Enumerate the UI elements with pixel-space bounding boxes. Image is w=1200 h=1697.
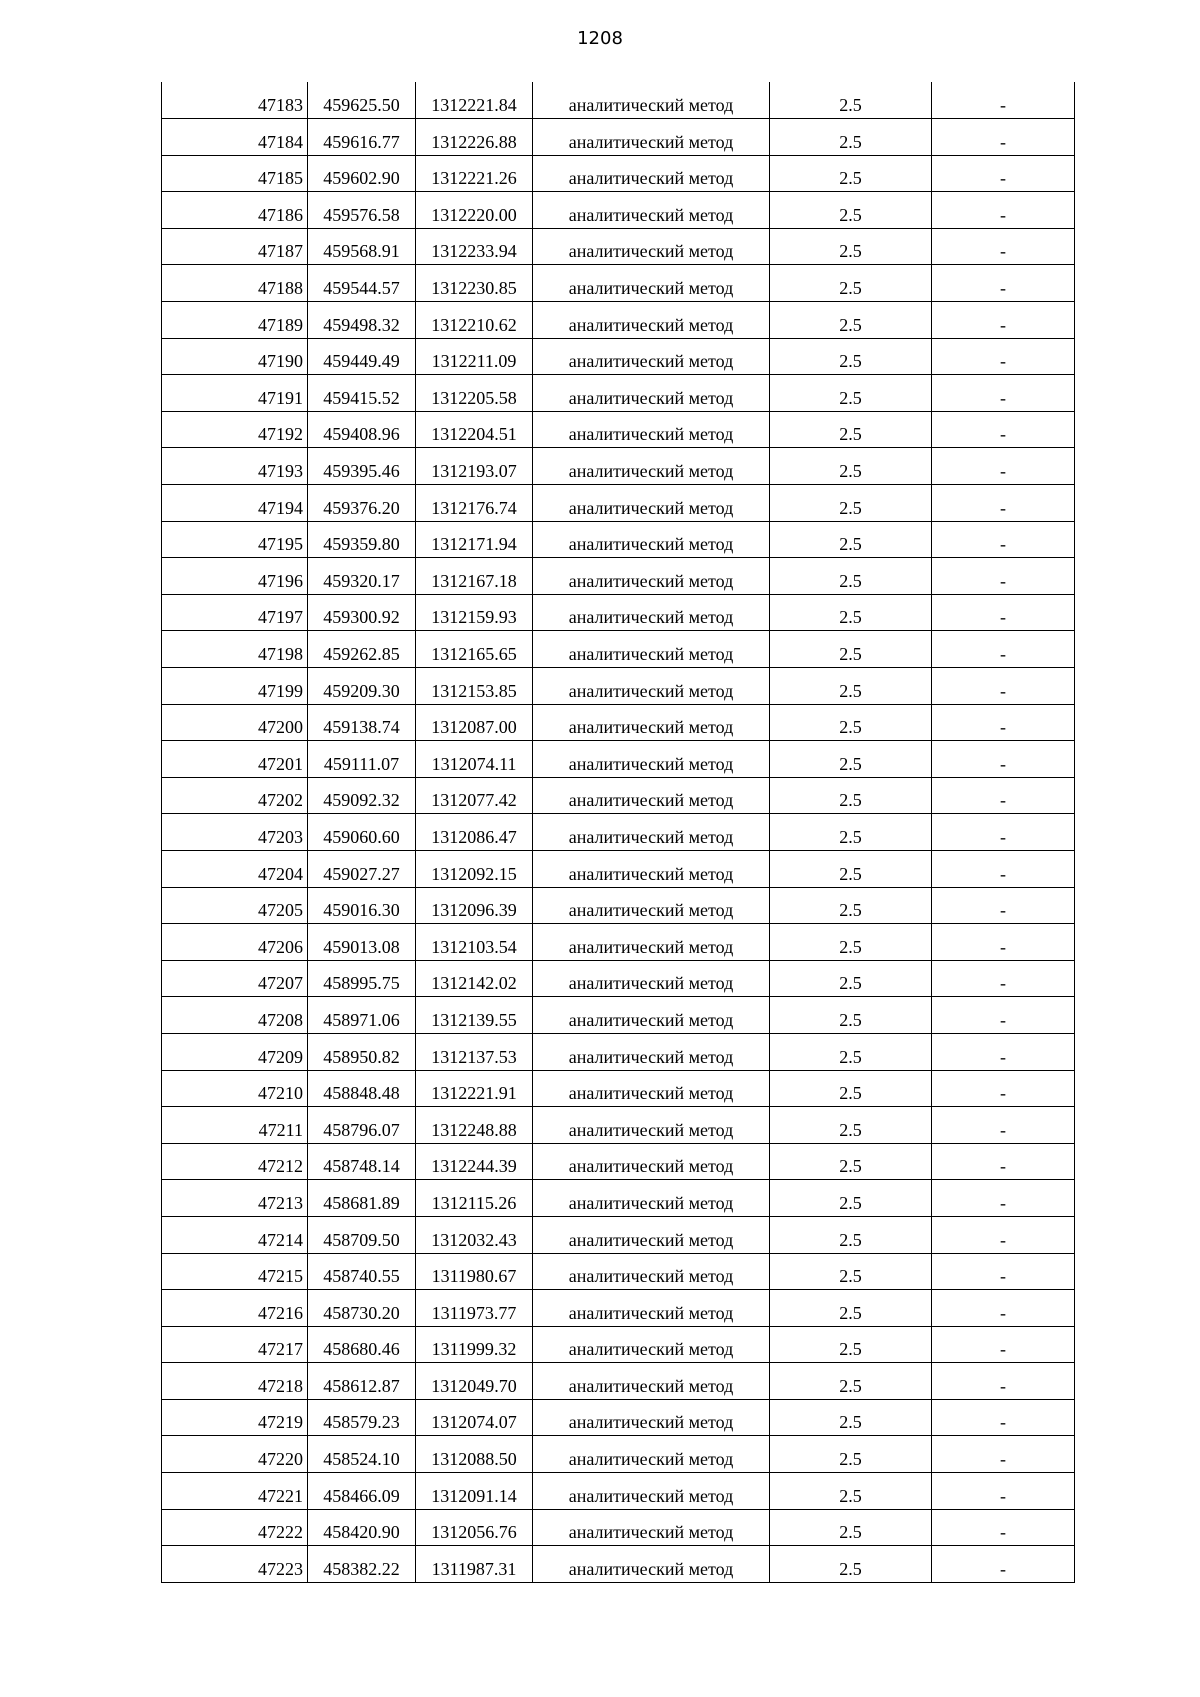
y-coordinate-cell: 1312115.26 bbox=[416, 1180, 533, 1217]
table-row bbox=[162, 1326, 1075, 1363]
point-number-cell: 47201 bbox=[162, 741, 308, 778]
table-row bbox=[162, 594, 1075, 631]
note-cell: - bbox=[932, 741, 1075, 778]
note-cell: - bbox=[932, 1180, 1075, 1217]
table-row bbox=[162, 814, 1075, 851]
x-coordinate-cell: 458950.82 bbox=[308, 1033, 416, 1070]
note-cell: - bbox=[932, 1216, 1075, 1253]
table-row bbox=[162, 1143, 1075, 1180]
table-row bbox=[162, 668, 1075, 705]
accuracy-cell: 2.5 bbox=[770, 924, 932, 961]
y-coordinate-cell: 1312221.91 bbox=[416, 1070, 533, 1107]
x-coordinate-cell: 459616.77 bbox=[308, 119, 416, 156]
note-cell: - bbox=[932, 1033, 1075, 1070]
method-cell: аналитический метод bbox=[533, 302, 770, 339]
point-number-cell: 47186 bbox=[162, 192, 308, 229]
note-cell: - bbox=[932, 448, 1075, 485]
note-cell: - bbox=[932, 594, 1075, 631]
y-coordinate-cell: 1312233.94 bbox=[416, 228, 533, 265]
table-row bbox=[162, 155, 1075, 192]
note-cell: - bbox=[932, 1473, 1075, 1510]
accuracy-cell: 2.5 bbox=[770, 411, 932, 448]
method-cell: аналитический метод bbox=[533, 1033, 770, 1070]
method-cell: аналитический метод bbox=[533, 594, 770, 631]
point-number-cell: 47193 bbox=[162, 448, 308, 485]
method-cell: аналитический метод bbox=[533, 997, 770, 1034]
x-coordinate-cell: 458420.90 bbox=[308, 1509, 416, 1546]
accuracy-cell: 2.5 bbox=[770, 302, 932, 339]
y-coordinate-cell: 1312074.07 bbox=[416, 1399, 533, 1436]
accuracy-cell: 2.5 bbox=[770, 338, 932, 375]
point-number-cell: 47183 bbox=[162, 82, 308, 119]
point-number-cell: 47209 bbox=[162, 1033, 308, 1070]
point-number-cell: 47222 bbox=[162, 1509, 308, 1546]
accuracy-cell: 2.5 bbox=[770, 265, 932, 302]
note-cell: - bbox=[932, 302, 1075, 339]
x-coordinate-cell: 459544.57 bbox=[308, 265, 416, 302]
accuracy-cell: 2.5 bbox=[770, 1399, 932, 1436]
note-cell: - bbox=[932, 338, 1075, 375]
method-cell: аналитический метод bbox=[533, 1546, 770, 1583]
x-coordinate-cell: 459209.30 bbox=[308, 668, 416, 705]
method-cell: аналитический метод bbox=[533, 1070, 770, 1107]
table-row bbox=[162, 1509, 1075, 1546]
table-row bbox=[162, 192, 1075, 229]
table-row bbox=[162, 411, 1075, 448]
x-coordinate-cell: 459262.85 bbox=[308, 631, 416, 668]
accuracy-cell: 2.5 bbox=[770, 594, 932, 631]
y-coordinate-cell: 1312248.88 bbox=[416, 1107, 533, 1144]
method-cell: аналитический метод bbox=[533, 1216, 770, 1253]
method-cell: аналитический метод bbox=[533, 1253, 770, 1290]
x-coordinate-cell: 459016.30 bbox=[308, 887, 416, 924]
y-coordinate-cell: 1312137.53 bbox=[416, 1033, 533, 1070]
method-cell: аналитический метод bbox=[533, 704, 770, 741]
x-coordinate-cell: 459395.46 bbox=[308, 448, 416, 485]
point-number-cell: 47203 bbox=[162, 814, 308, 851]
y-coordinate-cell: 1312092.15 bbox=[416, 850, 533, 887]
y-coordinate-cell: 1312165.65 bbox=[416, 631, 533, 668]
y-coordinate-cell: 1312139.55 bbox=[416, 997, 533, 1034]
point-number-cell: 47184 bbox=[162, 119, 308, 156]
table-row bbox=[162, 1216, 1075, 1253]
x-coordinate-cell: 458740.55 bbox=[308, 1253, 416, 1290]
y-coordinate-cell: 1312056.76 bbox=[416, 1509, 533, 1546]
point-number-cell: 47185 bbox=[162, 155, 308, 192]
x-coordinate-cell: 458612.87 bbox=[308, 1363, 416, 1400]
table-row bbox=[162, 997, 1075, 1034]
y-coordinate-cell: 1312086.47 bbox=[416, 814, 533, 851]
method-cell: аналитический метод bbox=[533, 228, 770, 265]
accuracy-cell: 2.5 bbox=[770, 82, 932, 119]
method-cell: аналитический метод bbox=[533, 558, 770, 595]
page-number: 1208 bbox=[577, 28, 623, 49]
y-coordinate-cell: 1312159.93 bbox=[416, 594, 533, 631]
accuracy-cell: 2.5 bbox=[770, 704, 932, 741]
table-row bbox=[162, 1436, 1075, 1473]
point-number-cell: 47206 bbox=[162, 924, 308, 961]
note-cell: - bbox=[932, 1326, 1075, 1363]
note-cell: - bbox=[932, 1399, 1075, 1436]
accuracy-cell: 2.5 bbox=[770, 1070, 932, 1107]
method-cell: аналитический метод bbox=[533, 1290, 770, 1327]
x-coordinate-cell: 458382.22 bbox=[308, 1546, 416, 1583]
note-cell: - bbox=[932, 1363, 1075, 1400]
table-row bbox=[162, 850, 1075, 887]
note-cell: - bbox=[932, 265, 1075, 302]
table-row bbox=[162, 558, 1075, 595]
table-row bbox=[162, 338, 1075, 375]
point-number-cell: 47205 bbox=[162, 887, 308, 924]
y-coordinate-cell: 1312176.74 bbox=[416, 485, 533, 522]
x-coordinate-cell: 459027.27 bbox=[308, 850, 416, 887]
note-cell: - bbox=[932, 814, 1075, 851]
method-cell: аналитический метод bbox=[533, 192, 770, 229]
y-coordinate-cell: 1311973.77 bbox=[416, 1290, 533, 1327]
note-cell: - bbox=[932, 777, 1075, 814]
x-coordinate-cell: 459568.91 bbox=[308, 228, 416, 265]
method-cell: аналитический метод bbox=[533, 1509, 770, 1546]
method-cell: аналитический метод bbox=[533, 814, 770, 851]
y-coordinate-cell: 1312230.85 bbox=[416, 265, 533, 302]
y-coordinate-cell: 1312210.62 bbox=[416, 302, 533, 339]
note-cell: - bbox=[932, 558, 1075, 595]
accuracy-cell: 2.5 bbox=[770, 1363, 932, 1400]
y-coordinate-cell: 1311987.31 bbox=[416, 1546, 533, 1583]
point-number-cell: 47221 bbox=[162, 1473, 308, 1510]
y-coordinate-cell: 1312087.00 bbox=[416, 704, 533, 741]
y-coordinate-cell: 1311980.67 bbox=[416, 1253, 533, 1290]
y-coordinate-cell: 1312220.00 bbox=[416, 192, 533, 229]
x-coordinate-cell: 459300.92 bbox=[308, 594, 416, 631]
method-cell: аналитический метод bbox=[533, 119, 770, 156]
table-row bbox=[162, 1546, 1075, 1583]
note-cell: - bbox=[932, 850, 1075, 887]
accuracy-cell: 2.5 bbox=[770, 1033, 932, 1070]
accuracy-cell: 2.5 bbox=[770, 485, 932, 522]
point-number-cell: 47191 bbox=[162, 375, 308, 412]
x-coordinate-cell: 458730.20 bbox=[308, 1290, 416, 1327]
method-cell: аналитический метод bbox=[533, 1473, 770, 1510]
y-coordinate-cell: 1312074.11 bbox=[416, 741, 533, 778]
note-cell: - bbox=[932, 997, 1075, 1034]
point-number-cell: 47218 bbox=[162, 1363, 308, 1400]
accuracy-cell: 2.5 bbox=[770, 741, 932, 778]
table-row bbox=[162, 1363, 1075, 1400]
note-cell: - bbox=[932, 1546, 1075, 1583]
note-cell: - bbox=[932, 375, 1075, 412]
point-number-cell: 47196 bbox=[162, 558, 308, 595]
x-coordinate-cell: 458748.14 bbox=[308, 1143, 416, 1180]
x-coordinate-cell: 459498.32 bbox=[308, 302, 416, 339]
note-cell: - bbox=[932, 631, 1075, 668]
point-number-cell: 47204 bbox=[162, 850, 308, 887]
method-cell: аналитический метод bbox=[533, 338, 770, 375]
y-coordinate-cell: 1312096.39 bbox=[416, 887, 533, 924]
accuracy-cell: 2.5 bbox=[770, 558, 932, 595]
method-cell: аналитический метод bbox=[533, 375, 770, 412]
accuracy-cell: 2.5 bbox=[770, 960, 932, 997]
point-number-cell: 47200 bbox=[162, 704, 308, 741]
x-coordinate-cell: 459320.17 bbox=[308, 558, 416, 595]
table-row bbox=[162, 1107, 1075, 1144]
y-coordinate-cell: 1312171.94 bbox=[416, 521, 533, 558]
table-row bbox=[162, 1290, 1075, 1327]
x-coordinate-cell: 458579.23 bbox=[308, 1399, 416, 1436]
table-row bbox=[162, 521, 1075, 558]
point-number-cell: 47215 bbox=[162, 1253, 308, 1290]
accuracy-cell: 2.5 bbox=[770, 448, 932, 485]
x-coordinate-cell: 458995.75 bbox=[308, 960, 416, 997]
x-coordinate-cell: 459408.96 bbox=[308, 411, 416, 448]
note-cell: - bbox=[932, 1107, 1075, 1144]
x-coordinate-cell: 459625.50 bbox=[308, 82, 416, 119]
point-number-cell: 47189 bbox=[162, 302, 308, 339]
y-coordinate-cell: 1312244.39 bbox=[416, 1143, 533, 1180]
x-coordinate-cell: 459415.52 bbox=[308, 375, 416, 412]
table-row bbox=[162, 631, 1075, 668]
method-cell: аналитический метод bbox=[533, 1436, 770, 1473]
x-coordinate-cell: 458524.10 bbox=[308, 1436, 416, 1473]
method-cell: аналитический метод bbox=[533, 668, 770, 705]
method-cell: аналитический метод bbox=[533, 960, 770, 997]
method-cell: аналитический метод bbox=[533, 777, 770, 814]
point-number-cell: 47194 bbox=[162, 485, 308, 522]
y-coordinate-cell: 1312032.43 bbox=[416, 1216, 533, 1253]
accuracy-cell: 2.5 bbox=[770, 155, 932, 192]
x-coordinate-cell: 459138.74 bbox=[308, 704, 416, 741]
table-row bbox=[162, 119, 1075, 156]
x-coordinate-cell: 459060.60 bbox=[308, 814, 416, 851]
note-cell: - bbox=[932, 960, 1075, 997]
table-row bbox=[162, 741, 1075, 778]
y-coordinate-cell: 1312205.58 bbox=[416, 375, 533, 412]
note-cell: - bbox=[932, 704, 1075, 741]
y-coordinate-cell: 1312091.14 bbox=[416, 1473, 533, 1510]
x-coordinate-cell: 459449.49 bbox=[308, 338, 416, 375]
note-cell: - bbox=[932, 1436, 1075, 1473]
y-coordinate-cell: 1312153.85 bbox=[416, 668, 533, 705]
table-row bbox=[162, 960, 1075, 997]
point-number-cell: 47212 bbox=[162, 1143, 308, 1180]
table-row bbox=[162, 1070, 1075, 1107]
table-row bbox=[162, 1180, 1075, 1217]
note-cell: - bbox=[932, 668, 1075, 705]
table-row bbox=[162, 228, 1075, 265]
y-coordinate-cell: 1312193.07 bbox=[416, 448, 533, 485]
accuracy-cell: 2.5 bbox=[770, 1253, 932, 1290]
x-coordinate-cell: 459376.20 bbox=[308, 485, 416, 522]
accuracy-cell: 2.5 bbox=[770, 192, 932, 229]
note-cell: - bbox=[932, 119, 1075, 156]
table-row bbox=[162, 82, 1075, 119]
y-coordinate-cell: 1312221.84 bbox=[416, 82, 533, 119]
x-coordinate-cell: 459013.08 bbox=[308, 924, 416, 961]
point-number-cell: 47216 bbox=[162, 1290, 308, 1327]
coordinates-table bbox=[161, 82, 1075, 1583]
note-cell: - bbox=[932, 887, 1075, 924]
note-cell: - bbox=[932, 411, 1075, 448]
table-row bbox=[162, 265, 1075, 302]
accuracy-cell: 2.5 bbox=[770, 814, 932, 851]
table-row bbox=[162, 1253, 1075, 1290]
method-cell: аналитический метод bbox=[533, 1107, 770, 1144]
x-coordinate-cell: 459602.90 bbox=[308, 155, 416, 192]
y-coordinate-cell: 1312049.70 bbox=[416, 1363, 533, 1400]
x-coordinate-cell: 459092.32 bbox=[308, 777, 416, 814]
y-coordinate-cell: 1312204.51 bbox=[416, 411, 533, 448]
method-cell: аналитический метод bbox=[533, 448, 770, 485]
method-cell: аналитический метод bbox=[533, 411, 770, 448]
method-cell: аналитический метод bbox=[533, 1143, 770, 1180]
accuracy-cell: 2.5 bbox=[770, 375, 932, 412]
accuracy-cell: 2.5 bbox=[770, 1326, 932, 1363]
method-cell: аналитический метод bbox=[533, 1399, 770, 1436]
x-coordinate-cell: 459359.80 bbox=[308, 521, 416, 558]
accuracy-cell: 2.5 bbox=[770, 887, 932, 924]
note-cell: - bbox=[932, 228, 1075, 265]
x-coordinate-cell: 458848.48 bbox=[308, 1070, 416, 1107]
x-coordinate-cell: 459576.58 bbox=[308, 192, 416, 229]
accuracy-cell: 2.5 bbox=[770, 777, 932, 814]
note-cell: - bbox=[932, 1070, 1075, 1107]
x-coordinate-cell: 458709.50 bbox=[308, 1216, 416, 1253]
table-row bbox=[162, 375, 1075, 412]
accuracy-cell: 2.5 bbox=[770, 1180, 932, 1217]
x-coordinate-cell: 458971.06 bbox=[308, 997, 416, 1034]
accuracy-cell: 2.5 bbox=[770, 668, 932, 705]
x-coordinate-cell: 458466.09 bbox=[308, 1473, 416, 1510]
accuracy-cell: 2.5 bbox=[770, 228, 932, 265]
point-number-cell: 47207 bbox=[162, 960, 308, 997]
y-coordinate-cell: 1312142.02 bbox=[416, 960, 533, 997]
method-cell: аналитический метод bbox=[533, 82, 770, 119]
y-coordinate-cell: 1312077.42 bbox=[416, 777, 533, 814]
y-coordinate-cell: 1312088.50 bbox=[416, 1436, 533, 1473]
x-coordinate-cell: 458680.46 bbox=[308, 1326, 416, 1363]
method-cell: аналитический метод bbox=[533, 1180, 770, 1217]
accuracy-cell: 2.5 bbox=[770, 631, 932, 668]
point-number-cell: 47187 bbox=[162, 228, 308, 265]
accuracy-cell: 2.5 bbox=[770, 1546, 932, 1583]
point-number-cell: 47190 bbox=[162, 338, 308, 375]
y-coordinate-cell: 1312211.09 bbox=[416, 338, 533, 375]
table-body bbox=[162, 82, 1075, 1582]
point-number-cell: 47211 bbox=[162, 1107, 308, 1144]
accuracy-cell: 2.5 bbox=[770, 997, 932, 1034]
table-row bbox=[162, 1473, 1075, 1510]
method-cell: аналитический метод bbox=[533, 631, 770, 668]
point-number-cell: 47210 bbox=[162, 1070, 308, 1107]
method-cell: аналитический метод bbox=[533, 265, 770, 302]
point-number-cell: 47192 bbox=[162, 411, 308, 448]
note-cell: - bbox=[932, 1509, 1075, 1546]
point-number-cell: 47213 bbox=[162, 1180, 308, 1217]
point-number-cell: 47220 bbox=[162, 1436, 308, 1473]
accuracy-cell: 2.5 bbox=[770, 1509, 932, 1546]
y-coordinate-cell: 1312103.54 bbox=[416, 924, 533, 961]
table-row bbox=[162, 704, 1075, 741]
method-cell: аналитический метод bbox=[533, 850, 770, 887]
point-number-cell: 47217 bbox=[162, 1326, 308, 1363]
accuracy-cell: 2.5 bbox=[770, 521, 932, 558]
x-coordinate-cell: 458681.89 bbox=[308, 1180, 416, 1217]
table-row bbox=[162, 302, 1075, 339]
accuracy-cell: 2.5 bbox=[770, 1436, 932, 1473]
note-cell: - bbox=[932, 192, 1075, 229]
method-cell: аналитический метод bbox=[533, 521, 770, 558]
point-number-cell: 47188 bbox=[162, 265, 308, 302]
point-number-cell: 47202 bbox=[162, 777, 308, 814]
y-coordinate-cell: 1311999.32 bbox=[416, 1326, 533, 1363]
method-cell: аналитический метод bbox=[533, 1326, 770, 1363]
note-cell: - bbox=[932, 521, 1075, 558]
y-coordinate-cell: 1312221.26 bbox=[416, 155, 533, 192]
method-cell: аналитический метод bbox=[533, 485, 770, 522]
table-row bbox=[162, 448, 1075, 485]
point-number-cell: 47195 bbox=[162, 521, 308, 558]
y-coordinate-cell: 1312226.88 bbox=[416, 119, 533, 156]
table-row bbox=[162, 485, 1075, 522]
note-cell: - bbox=[932, 924, 1075, 961]
note-cell: - bbox=[932, 1290, 1075, 1327]
table-row bbox=[162, 1399, 1075, 1436]
accuracy-cell: 2.5 bbox=[770, 1216, 932, 1253]
point-number-cell: 47219 bbox=[162, 1399, 308, 1436]
note-cell: - bbox=[932, 1143, 1075, 1180]
accuracy-cell: 2.5 bbox=[770, 1143, 932, 1180]
table-row bbox=[162, 887, 1075, 924]
accuracy-cell: 2.5 bbox=[770, 119, 932, 156]
y-coordinate-cell: 1312167.18 bbox=[416, 558, 533, 595]
method-cell: аналитический метод bbox=[533, 741, 770, 778]
point-number-cell: 47223 bbox=[162, 1546, 308, 1583]
accuracy-cell: 2.5 bbox=[770, 1473, 932, 1510]
table-row bbox=[162, 1033, 1075, 1070]
table-row bbox=[162, 777, 1075, 814]
method-cell: аналитический метод bbox=[533, 1363, 770, 1400]
accuracy-cell: 2.5 bbox=[770, 1290, 932, 1327]
method-cell: аналитический метод bbox=[533, 924, 770, 961]
accuracy-cell: 2.5 bbox=[770, 850, 932, 887]
method-cell: аналитический метод bbox=[533, 155, 770, 192]
x-coordinate-cell: 458796.07 bbox=[308, 1107, 416, 1144]
point-number-cell: 47198 bbox=[162, 631, 308, 668]
point-number-cell: 47208 bbox=[162, 997, 308, 1034]
point-number-cell: 47214 bbox=[162, 1216, 308, 1253]
point-number-cell: 47199 bbox=[162, 668, 308, 705]
accuracy-cell: 2.5 bbox=[770, 1107, 932, 1144]
note-cell: - bbox=[932, 485, 1075, 522]
x-coordinate-cell: 459111.07 bbox=[308, 741, 416, 778]
point-number-cell: 47197 bbox=[162, 594, 308, 631]
note-cell: - bbox=[932, 1253, 1075, 1290]
note-cell: - bbox=[932, 82, 1075, 119]
method-cell: аналитический метод bbox=[533, 887, 770, 924]
table-row bbox=[162, 924, 1075, 961]
note-cell: - bbox=[932, 155, 1075, 192]
